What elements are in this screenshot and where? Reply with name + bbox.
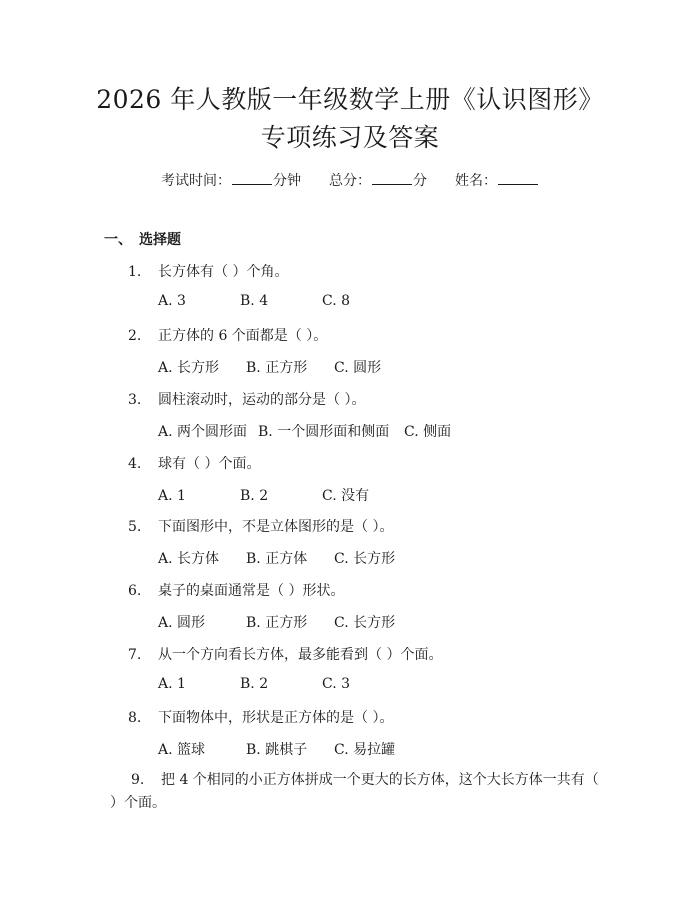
question-3 <box>128 389 365 409</box>
option-c: C. 长方形 <box>334 551 396 567</box>
exam-time-label: 考试时间： <box>161 173 231 189</box>
option-a: A. 1 <box>158 488 186 504</box>
question-6 <box>128 580 344 600</box>
question-4-options <box>158 485 369 505</box>
exam-info-line <box>0 170 700 190</box>
option-c: C. 3 <box>322 676 351 692</box>
question-text: 正方体的 6 个面都是（ ）。 <box>158 328 328 344</box>
question-7 <box>128 644 442 664</box>
option-b: B. 正方体 <box>246 551 308 567</box>
exam-score-unit: 分 <box>413 173 427 189</box>
exam-name-label: 姓名： <box>455 173 497 189</box>
option-a: A. 圆形 <box>158 615 206 631</box>
document-title-line1: 2026 年人教版一年级数学上册《认识图形》 <box>96 85 604 114</box>
question-5-options <box>158 548 395 568</box>
question-text: 长方体有（ ）个角。 <box>158 264 289 280</box>
section-title: 选择题 <box>139 232 181 248</box>
document-title-line2: 专项练习及答案 <box>260 123 440 152</box>
option-a: A. 长方体 <box>158 551 220 567</box>
exam-name-group <box>455 173 539 189</box>
option-b: B. 4 <box>240 293 269 309</box>
question-number: 7. <box>128 647 142 663</box>
question-text: 桌子的桌面通常是（ ）形状。 <box>158 583 345 599</box>
question-number: 5. <box>128 519 142 535</box>
option-a: A. 1 <box>158 676 186 692</box>
option-b: B. 2 <box>240 676 269 692</box>
option-c: C. 8 <box>322 293 351 309</box>
question-1-options <box>158 293 350 309</box>
section-heading <box>104 229 181 249</box>
question-8 <box>128 707 393 727</box>
option-c: C. 圆形 <box>334 360 382 376</box>
option-b: B. 正方形 <box>246 615 308 631</box>
exam-score-label: 总分： <box>329 173 371 189</box>
option-a: A. 篮球 <box>158 742 206 758</box>
question-8-options <box>158 739 395 759</box>
exam-score-blank <box>372 172 412 185</box>
question-text: 下面图形中，不是立体图形的是（ ）。 <box>158 519 394 535</box>
question-9 <box>110 769 600 815</box>
question-3-options <box>158 421 451 441</box>
question-text: 下面物体中，形状是正方体的是（ ）。 <box>158 710 394 726</box>
exam-time-group <box>161 173 301 189</box>
question-4 <box>128 453 260 473</box>
option-c: C. 侧面 <box>404 424 452 440</box>
exam-time-blank <box>232 172 272 185</box>
exam-name-blank <box>498 172 538 185</box>
option-c: C. 易拉罐 <box>334 742 396 758</box>
question-number: 2. <box>128 328 142 344</box>
option-b: B. 跳棋子 <box>246 742 308 758</box>
question-number: 4. <box>128 456 142 472</box>
exam-time-unit: 分钟 <box>273 173 301 189</box>
option-a: A. 3 <box>158 293 186 309</box>
question-number: 1. <box>128 264 142 280</box>
question-2-options <box>158 357 381 377</box>
question-number: 9. <box>131 772 145 788</box>
question-1 <box>128 261 288 281</box>
option-a: A. 长方形 <box>158 360 220 376</box>
section-number: 一、 <box>104 232 132 248</box>
question-6-options <box>158 612 395 632</box>
question-number: 8. <box>128 710 142 726</box>
question-number: 6. <box>128 583 142 599</box>
question-text: 从一个方向看长方体，最多能看到（ ）个面。 <box>158 647 443 663</box>
option-b: B. 2 <box>240 488 269 504</box>
question-5 <box>128 516 393 536</box>
option-c: C. 没有 <box>322 488 370 504</box>
option-b: B. 正方形 <box>246 360 308 376</box>
exam-score-group <box>329 173 427 189</box>
option-c: C. 长方形 <box>334 615 396 631</box>
question-number: 3. <box>128 392 142 408</box>
question-text: 球有（ ）个面。 <box>158 456 261 472</box>
option-a: A. 两个圆形面 <box>158 424 248 440</box>
question-7-options <box>158 676 350 692</box>
question-text: 把 4 个相同的小正方体拼成一个更大的长方体，这个大长方体一共有（ ）个面。 <box>110 772 599 811</box>
question-text: 圆柱滚动时，运动的部分是（ ）。 <box>158 392 366 408</box>
question-2 <box>128 325 327 345</box>
option-b: B. 一个圆形面和侧面 <box>258 424 390 440</box>
